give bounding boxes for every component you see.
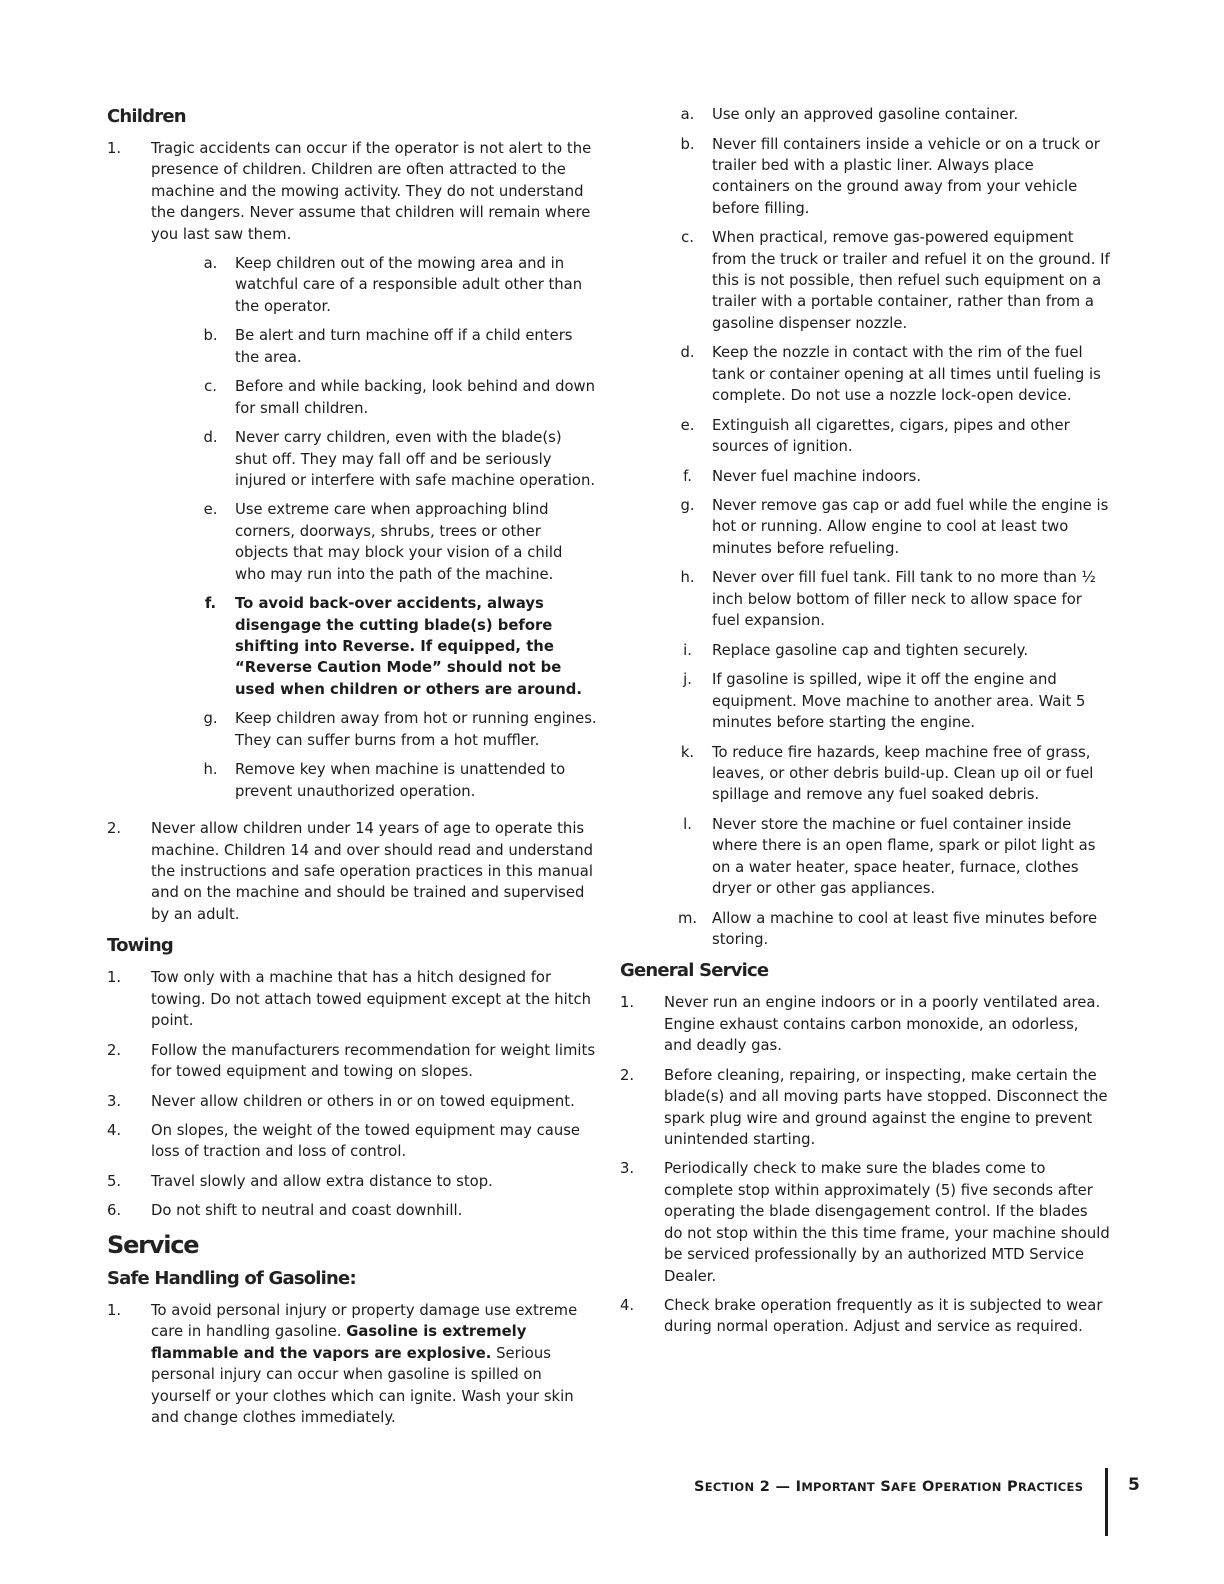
sub-letter: a. — [203, 255, 218, 273]
sub-text: Never fill containers inside a vehicle or on a truck or trailer bed with a plastic liner. Always place containers on the ground away from your vehicle before filling. — [712, 135, 1100, 217]
sub-text: To reduce fire hazards, keep machine free of grass, leaves, or other debris build-up. Clean up oil or fuel spillage and remove any fuel soaked debris. — [712, 743, 1094, 804]
text-run: Serious personal injury can occur when gasoline is spilled on yourself or your clothes which can ignite. Wash your skin and change clothes immediately. — [151, 1344, 574, 1426]
item-text: Never run an engine indoors or in a poorly ventilated area. Engine exhaust contains carbon monoxide, an odorless, and deadly gas. — [664, 994, 1101, 1055]
item-number: 1. — [620, 994, 635, 1012]
gasoline-heading: Safe Handling of Gasoline: — [107, 1267, 356, 1289]
sub-letter: k. — [680, 743, 695, 761]
sub-text: Never carry children, even with the blade(s) shut off. They may fall off and be seriously injured or interfere with safe machine operation. — [235, 429, 596, 489]
sub-item — [669, 567, 1110, 631]
sub-item — [669, 814, 1110, 900]
list-item — [107, 1120, 597, 1163]
sub-letter: a. — [680, 106, 695, 123]
bold-warning-text: Gasoline is extremely flammable and the vapors are explosive. — [151, 1323, 527, 1362]
footer-text: RACTICES — [1017, 1480, 1084, 1494]
sub-text: Before and while backing, look behind and down for small children. — [235, 378, 596, 417]
left-column — [107, 104, 597, 1437]
sub-text: If gasoline is spilled, wipe it off the engine and equipment. Move machine to another area. Wait 5 minutes before starting the engine. — [712, 671, 1086, 731]
general-service-heading: General Service — [620, 960, 769, 982]
list-item — [107, 818, 597, 925]
sub-text: Extinguish all cigarettes, cigars, pipes and other sources of ignition. — [712, 416, 1070, 456]
sub-letter: d. — [203, 429, 218, 447]
item-number: 6. — [107, 1202, 122, 1220]
item-text: Never allow children or others in or on towed equipment. — [151, 1092, 575, 1110]
sub-item — [192, 708, 597, 751]
item-number: 4. — [107, 1122, 122, 1140]
sub-item — [192, 253, 597, 317]
list-item — [107, 1171, 597, 1192]
item-number: 1. — [107, 969, 122, 987]
item-text: Do not shift to neutral and coast downhill. — [151, 1202, 463, 1220]
page-number: 5 — [1128, 1475, 1140, 1495]
footer-text: I — [795, 1479, 802, 1495]
list-item — [620, 1295, 1110, 1338]
sub-letter: c. — [681, 229, 694, 247]
item-number: 2. — [107, 1041, 122, 1059]
sub-letter: l. — [683, 815, 692, 833]
list-item — [107, 1200, 597, 1221]
sub-text: Allow a machine to cool at least five minutes before storing. — [712, 909, 1098, 948]
sub-text: When practical, remove gas-powered equipment from the truck or trailer and refuel it on the ground. If this is not possible, then refuel such equipment on a trailer with a portable container, rather than from a gasoline dispenser nozzle. — [712, 229, 1110, 332]
item-number: 5. — [107, 1172, 122, 1190]
sub-item — [669, 669, 1110, 733]
sub-letter: i. — [683, 641, 692, 659]
list-item — [107, 967, 597, 1031]
item-number: 1. — [107, 140, 122, 157]
item-text: Tow only with a machine that has a hitch designed for towing. Do not attach towed equipment except at the hitch point. — [151, 969, 592, 1030]
sub-letter: e. — [203, 501, 218, 519]
sub-text: Replace gasoline cap and tighten securely. — [712, 641, 1029, 659]
sub-item — [669, 415, 1110, 458]
sub-letter: g. — [203, 710, 218, 728]
sub-text: Never store the machine or fuel container inside where there is an open flame, spark or pilot light as on a water heater, space heater, furnace, clothes dryer or other gas appliances. — [712, 815, 1096, 898]
sub-text: Keep children away from hot or running engines. They can suffer burns from a hot muffler. — [235, 710, 597, 749]
item-text: Never allow children under 14 years of age to operate this machine. Children 14 and over should read and understand the instructions and safe operation practices in this manual and on the machine and should be trained and supervised by an adult. — [151, 820, 594, 923]
footer-text: ECTION — [704, 1480, 755, 1494]
text-run: To avoid personal injury or property damage use extreme care in handling gasoline. — [151, 1301, 578, 1341]
item-number: 3. — [107, 1092, 122, 1110]
item-text — [151, 1300, 597, 1428]
sub-text: Use extreme care when approaching blind corners, doorways, shrubs, trees or other objects that may block your vision of a child who may run into the path of the machine. — [235, 501, 563, 583]
footer-text: AFE — [891, 1480, 917, 1494]
footer-divider — [1105, 1468, 1108, 1536]
sub-item — [669, 495, 1110, 559]
footer-text: MPORTANT — [801, 1480, 876, 1494]
list-item — [107, 1091, 597, 1112]
item-text: Before cleaning, repairing, or inspecting, make certain the blade(s) and all moving parts have stopped. Disconnect the spark plug wire and ground against the engine to prevent unintended starting. — [664, 1066, 1108, 1148]
sub-text: Keep the nozzle in contact with the rim of the fuel tank or container opening at all times until fueling is complete. Do not use a nozzle lock-open device. — [712, 344, 1101, 405]
list-item — [620, 1158, 1110, 1286]
sub-item — [669, 104, 1110, 125]
sub-text: Be alert and turn machine off if a child enters the area. — [235, 327, 573, 366]
footer-text: S — [875, 1479, 892, 1495]
towing-heading: Towing — [107, 935, 173, 957]
sub-letter: m. — [677, 909, 698, 927]
sub-letter: c. — [204, 378, 217, 396]
item-number: 4. — [620, 1297, 635, 1314]
item-text: Follow the manufacturers recommendation for weight limits for towed equipment and towing on slopes. — [151, 1041, 596, 1081]
sub-letter: b. — [680, 135, 695, 153]
sub-text: Keep children out of the mowing area and in watchful care of a responsible adult other than the operator. — [235, 255, 583, 315]
item-text: On slopes, the weight of the towed equipment may cause loss of traction and loss of control. — [151, 1122, 581, 1161]
sub-item — [192, 499, 597, 585]
item-text: Check brake operation frequently as it is subjected to wear during normal operation. Adjust and service as required. — [664, 1297, 1103, 1336]
item-text: Tragic accidents can occur if the operator is not alert to the presence of children. Children are often attracted to the machine and the mowing activity. They do not understand the dangers. Never assume that children will remain where you last saw them. — [151, 140, 592, 243]
sub-item — [192, 376, 597, 419]
sub-item — [669, 742, 1110, 806]
sub-letter: h. — [203, 761, 218, 779]
sub-text: Never over fill fuel tank. Fill tank to no more than ½ inch below bottom of filler neck to allow space for fuel expansion. — [712, 569, 1096, 630]
children-sublist — [151, 253, 597, 802]
sub-item — [192, 325, 597, 368]
sub-item — [192, 759, 597, 802]
sub-text: Use only an approved gasoline container. — [712, 106, 1019, 123]
sub-letter: h. — [680, 569, 695, 587]
footer-text: O — [916, 1479, 935, 1495]
sub-item — [669, 908, 1110, 951]
sub-letter: b. — [203, 327, 218, 345]
sub-item — [192, 427, 597, 491]
list-item — [107, 138, 597, 810]
sub-letter: j. — [683, 671, 692, 689]
sub-letter: g. — [680, 497, 695, 515]
item-text: Periodically check to make sure the blades come to complete stop within approximately (5) five seconds after operating the blade disengagement control. If the blades do not stop within the this time frame, your machine should be serviced professionally by an authorized MTD Service Dealer. — [664, 1160, 1110, 1285]
footer-text: S — [694, 1479, 705, 1495]
item-number: 3. — [620, 1160, 635, 1178]
sub-item — [669, 227, 1110, 334]
sub-text: Never fuel machine indoors. — [712, 467, 922, 485]
footer-text: PERATION — [934, 1480, 1002, 1494]
sub-item — [669, 342, 1110, 406]
sub-letter: d. — [680, 344, 695, 362]
sub-item — [669, 466, 1110, 487]
item-number: 1. — [107, 1301, 122, 1319]
sub-text: Never remove gas cap or add fuel while the engine is hot or running. Allow engine to cool at least two minutes before refueling. — [712, 497, 1109, 557]
sub-text: Remove key when machine is unattended to prevent unauthorized operation. — [235, 761, 566, 800]
children-heading: Children — [107, 106, 186, 127]
item-text: Travel slowly and allow extra distance to stop. — [151, 1172, 493, 1190]
sub-letter: f. — [683, 467, 692, 485]
sub-item — [669, 640, 1110, 661]
service-heading: Service — [107, 1230, 199, 1259]
footer-text: P — [1001, 1479, 1018, 1495]
list-item — [107, 1040, 597, 1083]
footer-text: 2 — — [754, 1479, 796, 1495]
footer-section-title — [694, 1479, 1083, 1495]
list-item — [620, 992, 1110, 1056]
sub-item-warning — [192, 593, 597, 700]
sub-text: To avoid back-over accidents, always disengage the cutting blade(s) before shifting into Reverse. If equipped, the “Reverse Caution Mode” should not be used when children or others are around. — [235, 595, 582, 698]
sub-letter: f. — [204, 595, 217, 613]
sub-item — [669, 134, 1110, 220]
list-item — [620, 1065, 1110, 1151]
right-column — [620, 104, 1110, 1346]
sub-letter: e. — [680, 416, 695, 434]
item-number: 2. — [620, 1066, 635, 1084]
item-number: 2. — [107, 820, 122, 838]
list-item — [107, 1300, 597, 1428]
